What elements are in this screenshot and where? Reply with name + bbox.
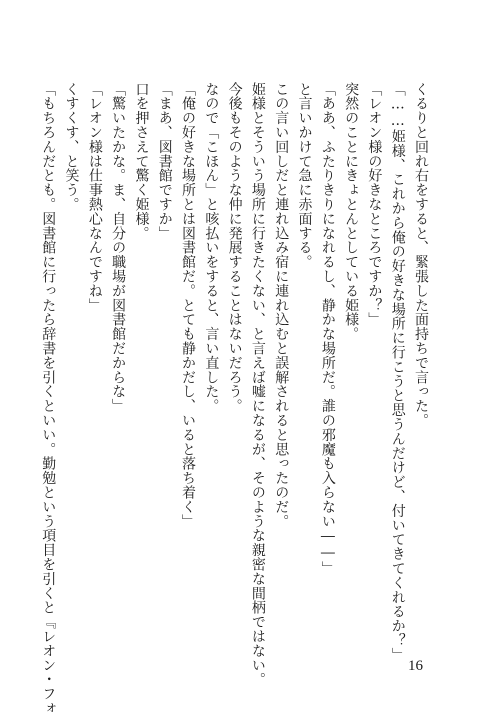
text-line: と言いかけて急に赤面する。 xyxy=(296,82,313,270)
text-line: 「ああ、ふたりきりになれるし、静かな場所だ。誰の邪魔も入らない――」 xyxy=(319,82,336,576)
text-line: 今後もそのような仲に発展することはないだろう。 xyxy=(226,82,243,414)
text-line: なので「こほん」と咳払いをすると、言い直した。 xyxy=(203,82,220,414)
text-line: 「……姫様、これから俺の好きな場所に行こうと思うんだけど、付いてきてくれるか？」 xyxy=(389,82,406,662)
text-line: 姫様とそういう場所に行きたくない、と言えば嘘になるが、そのような親密な間柄ではない。 xyxy=(249,82,266,687)
text-line: 突然のことにきょとんとしている姫様。 xyxy=(343,82,360,342)
text-line: 「もちろんだとも。図書館に行ったら辞書を引くといい。勤勉という項目を引くと『レオン・フォ xyxy=(40,82,57,716)
text-line: 「驚いたかな。ま、自分の職場が図書館だからな」 xyxy=(110,82,127,414)
text-line: くるりと回れ右をすると、緊張した面持ちで言った。 xyxy=(413,82,429,428)
text-line: 「俺の好きな場所とは図書館だ。とても静かだし、いると落ち着く」 xyxy=(180,82,197,529)
text-line: 「まあ、図書館ですか」 xyxy=(156,82,173,241)
text-line: 「レオン様の好きなところですか？」 xyxy=(366,82,383,327)
text-line: 口を押さえて驚く姫様。 xyxy=(133,82,150,241)
text-line: この言い回しだと連れ込み宿に連れ込むと誤解されると思ったのだ。 xyxy=(273,82,290,529)
text-line: くすくす、と笑う。 xyxy=(63,82,80,212)
text-line: 「レオン様は仕事熱心なんですね」 xyxy=(86,82,103,313)
page-number: 16 xyxy=(408,658,423,674)
